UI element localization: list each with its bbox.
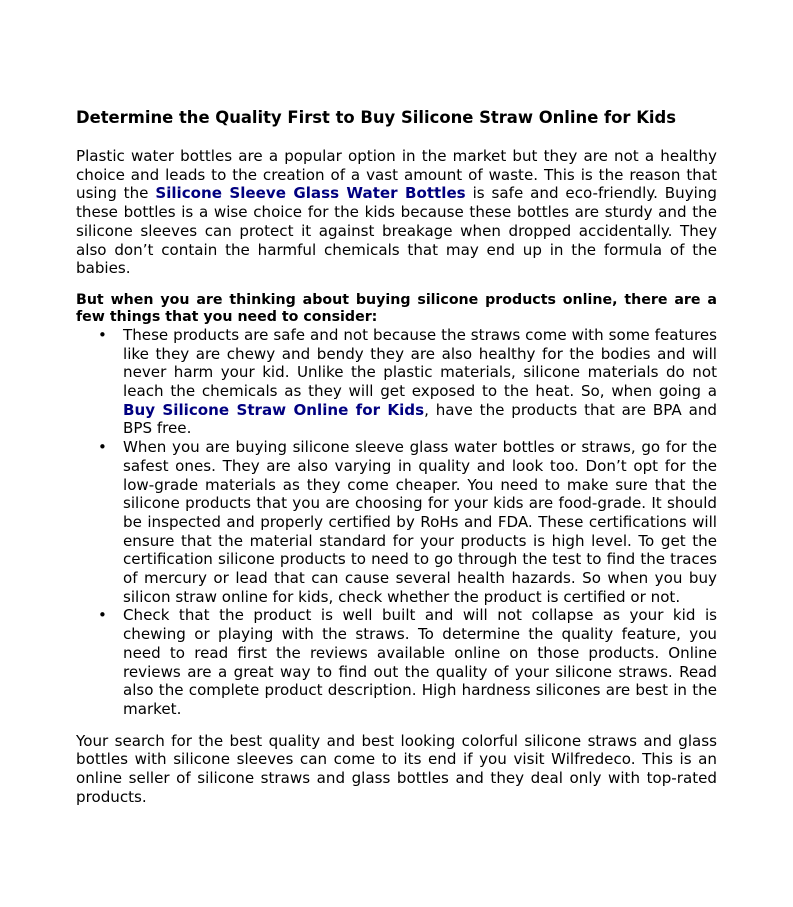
silicone-sleeve-bottles-link[interactable]: Silicone Sleeve Glass Water Bottles xyxy=(155,184,466,203)
closing-paragraph: Your search for the best quality and best looking colorful silicone straws and glass bottles with silicone sleeves can come to its end if you visit Wilfredeco. This is an online seller of silicone straws and glass bottles and they deal only with top-rated products. xyxy=(76,731,717,806)
bullet-icon: • xyxy=(98,438,107,457)
bullet-icon: • xyxy=(98,606,107,625)
item-text-after: , have the products that are BPA and BPS free. xyxy=(123,400,717,438)
intro-text-before: Plastic water bottles are a popular option in the market but they are not a healthy choice and leads to the creation of a vast amount of waste. This is the reason that using the xyxy=(76,147,717,203)
item-text: When you are buying silicone sleeve glass water bottles or straws, go for the safest ones. They are also varying in quality and look too. Don’t opt for the low-grade materials as they come cheaper. You need to make sure that the silicone products that you are choosing for your kids are food-grade. It should be inspected and properly certified by RoHs and FDA. These certifications will ensure that the material standard for your products is high level. To get the certification silicone products to need to go through the test to find the traces of mercury or lead that can cause several health hazards. So when you buy silicon straw online for kids, check whether the product is certified or not. xyxy=(123,438,717,606)
buy-silicone-straw-link[interactable]: Buy Silicone Straw Online for Kids xyxy=(123,400,425,419)
considerations-list xyxy=(76,326,717,719)
intro-text-after: is safe and eco-friendly. Buying these bottles is a wise choice for the kids because these bottles are sturdy and the silicone sleeves can protect it against breakage when dropped accidentally. They also don’t contain the harmful chemicals that may end up in the formula of the babies. xyxy=(76,184,717,278)
page-title: Determine the Quality First to Buy Silicone Straw Online for Kids xyxy=(76,108,677,127)
considerations-lead: But when you are thinking about buying silicone products online, there are a few things that you need to consider: xyxy=(76,291,717,325)
list-item xyxy=(98,606,717,718)
bullet-icon: • xyxy=(98,325,107,344)
list-item xyxy=(98,325,717,438)
article xyxy=(76,107,717,807)
item-text: Check that the product is well built and will not collapse as your kid is chewing or playing with the straws. To determine the quality feature, you need to read first the reviews available online on those products. Online reviews are a great way to find out the quality of your silicone straws. Read also the complete product description. High hardness silicones are best in the market. xyxy=(123,606,717,718)
list-item xyxy=(98,438,717,606)
item-text-before: These products are safe and not because the straws come with some features like they are chewy and bendy they are also healthy for the bodies and will never harm your kid. Unlike the plastic materials, silicone materials do not leach the chemicals as they will get exposed to the heat. So, when going a xyxy=(123,325,717,401)
intro-paragraph xyxy=(76,147,717,278)
